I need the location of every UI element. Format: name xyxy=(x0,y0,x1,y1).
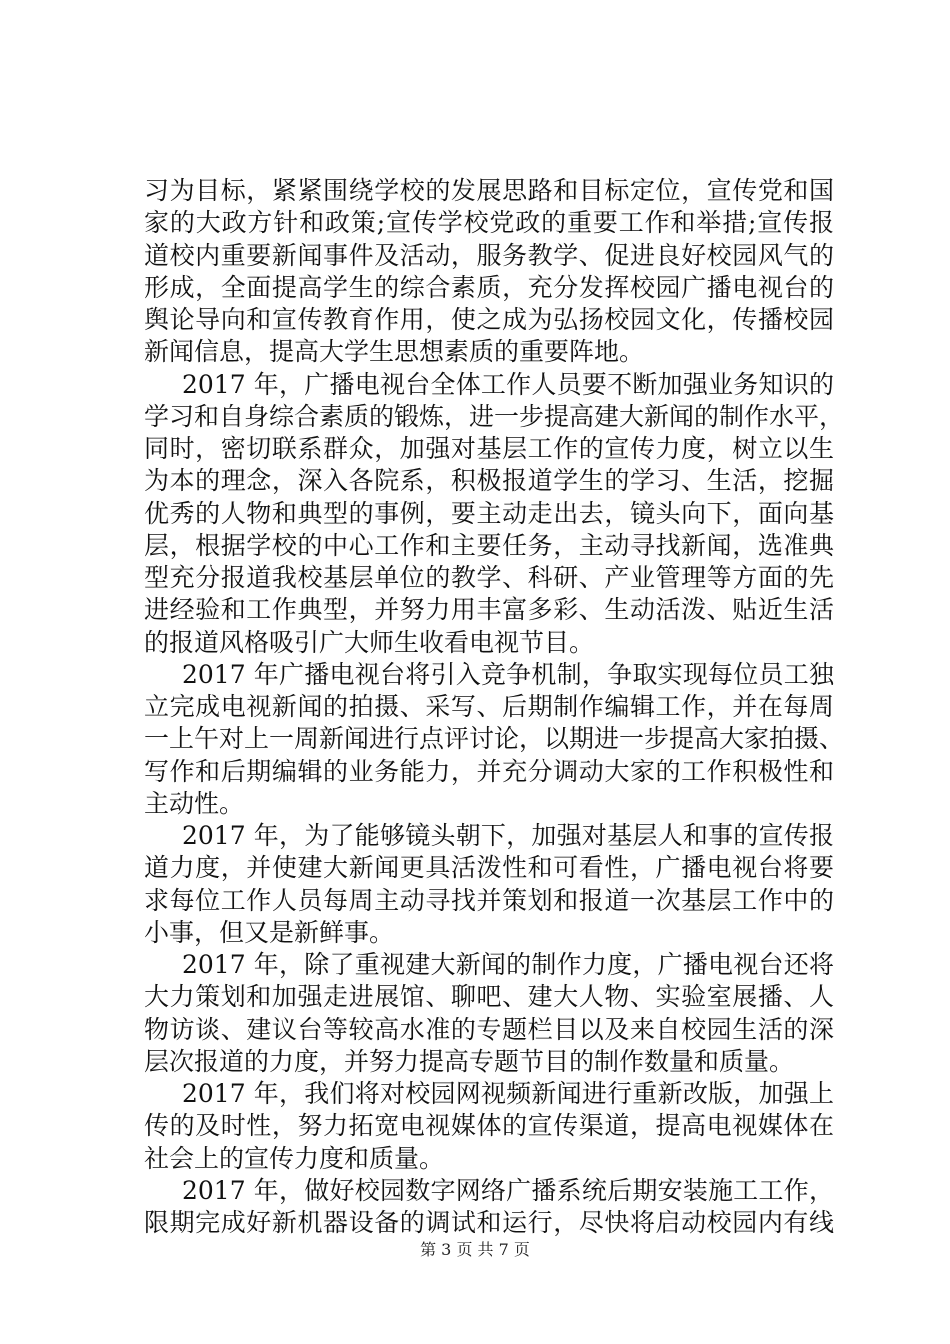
text-line: 优秀的人物和典型的事例，要主动走出去，镜头向下，面向基 xyxy=(144,498,834,528)
paragraph-first-line: 2017 年广播电视台将引入竞争机制，争取实现每位员工独 xyxy=(182,659,834,689)
paragraph-first-line: 2017 年，为了能够镜头朝下，加强对基层人和事的宣传报 xyxy=(182,821,834,850)
text-line: 层，根据学校的中心工作和主要任务，主动寻找新闻，选准典 xyxy=(144,530,834,560)
text-line: 舆论导向和宣传教育作用，使之成为弘扬校园文化，传播校园 xyxy=(144,305,834,334)
text-line: 的报道风格吸引广大师生收看电视节目。 xyxy=(144,627,595,657)
text-line: 传的及时性，努力拓宽电视媒体的宣传渠道，提高电视媒体在 xyxy=(144,1111,834,1141)
text-line: 进经验和工作典型，并努力用丰富多彩、生动活泼、贴近生活 xyxy=(144,595,834,625)
text-line: 小事，但又是新鲜事。 xyxy=(144,917,395,947)
text-line: 社会上的宣传力度和质量。 xyxy=(144,1143,445,1173)
text-line: 一上午对上一周新闻进行点评讨论，以期进一步提高大家拍摄、 xyxy=(144,724,845,754)
text-line: 形成，全面提高学生的综合素质，充分发挥校园广播电视台的 xyxy=(144,272,834,302)
text-line: 主动性。 xyxy=(144,788,245,818)
page-number-footer: 第 3 页 共 7 页 xyxy=(420,1240,530,1259)
text-line: 层次报道的力度，并努力提高专题节目的制作数量和质量。 xyxy=(144,1046,795,1076)
text-line: 型充分报道我校基层单位的教学、科研、产业管理等方面的先 xyxy=(144,563,834,592)
text-line: 新闻信息，提高大学生思想素质的重要阵地。 xyxy=(144,337,645,367)
paragraph-first-line: 2017 年，广播电视台全体工作人员要不断加强业务知识的 xyxy=(182,369,834,399)
text-line: 物访谈、建议台等较高水准的专题栏目以及来自校园生活的深 xyxy=(144,1014,834,1044)
text-line: 道力度，并使建大新闻更具活泼性和可看性，广播电视台将要 xyxy=(144,853,834,883)
text-line: 限期完成好新机器设备的调试和运行，尽快将启动校园内有线 xyxy=(144,1208,834,1237)
paragraph-first-line: 2017 年，我们将对校园网视频新闻进行重新改版，加强上 xyxy=(182,1079,834,1108)
text-line: 大力策划和加强走进展馆、聊吧、建大人物、实验室展播、人 xyxy=(144,982,834,1012)
text-line: 家的大政方针和政策;宣传学校党政的重要工作和举措;宣传报 xyxy=(144,208,834,238)
text-line: 同时，密切联系群众，加强对基层工作的宣传力度，树立以生 xyxy=(144,434,834,463)
text-line: 学习和自身综合素质的锻炼，进一步提高建大新闻的制作水平， xyxy=(144,401,845,431)
paragraph-first-line: 2017 年，做好校园数字网络广播系统后期安装施工工作， xyxy=(182,1175,834,1205)
paragraph-first-line: 2017 年，除了重视建大新闻的制作力度，广播电视台还将 xyxy=(182,950,834,979)
text-line: 习为目标，紧紧围绕学校的发展思路和目标定位，宣传党和国 xyxy=(144,176,834,205)
text-line: 道校内重要新闻事件及活动，服务教学、促进良好校园风气的 xyxy=(144,240,834,270)
text-line: 写作和后期编辑的业务能力，并充分调动大家的工作积极性和 xyxy=(144,756,834,786)
text-line: 求每位工作人员每周主动寻找并策划和报道一次基层工作中的 xyxy=(144,885,834,915)
text-line: 立完成电视新闻的拍摄、采写、后期制作编辑工作，并在每周 xyxy=(144,692,834,721)
text-line: 为本的理念，深入各院系，积极报道学生的学习、生活，挖掘 xyxy=(144,466,834,496)
document-body xyxy=(144,175,845,1239)
